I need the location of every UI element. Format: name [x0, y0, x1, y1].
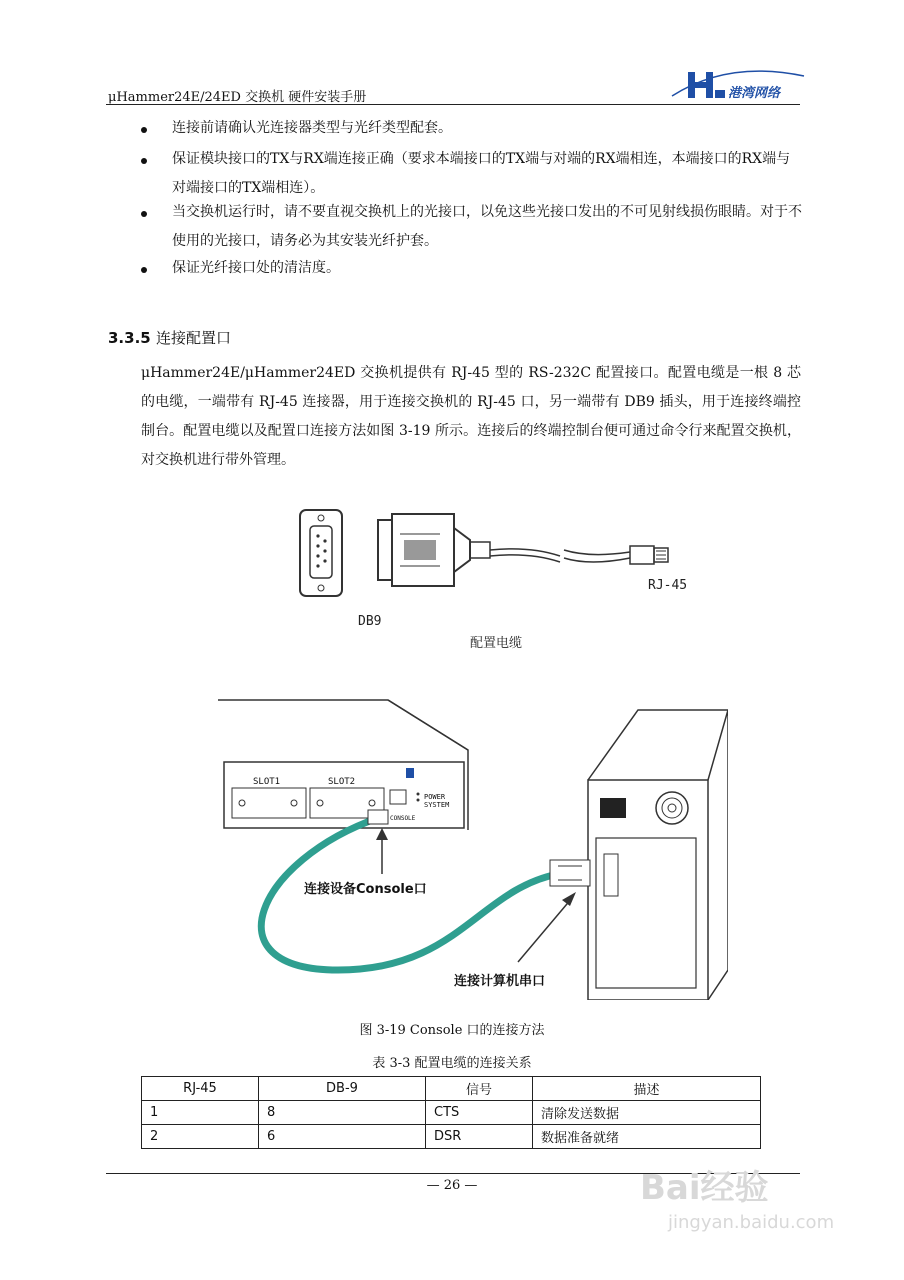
- label-slot1: SLOT1: [253, 777, 281, 787]
- column-header: DB-9: [259, 1077, 426, 1101]
- label-pc-serial: 连接计算机串口: [454, 974, 546, 989]
- label-system: SYSTEM: [424, 801, 450, 809]
- bullet-marker: [141, 211, 147, 217]
- watermark-brand: Bai经验: [640, 1168, 769, 1208]
- header-rule: [106, 104, 800, 105]
- bullet-item-1: 连接前请确认光连接器类型与光纤类型配套。: [172, 120, 452, 136]
- label-slot2: SLOT2: [328, 777, 356, 787]
- column-header: RJ-45: [142, 1077, 259, 1101]
- bullet-marker: [141, 267, 147, 273]
- label-db9: DB9: [358, 614, 382, 629]
- table-header-row: [142, 1077, 761, 1101]
- bullet-item-2: 保证模块接口的TX与RX端连接正确（要求本端接口的TX端与对端的RX端相连，本端接口的RX端与对端接口的TX端相连）。: [172, 151, 791, 196]
- watermark-url: jingyan.baidu.com: [668, 1212, 835, 1233]
- column-header: 描述: [533, 1077, 761, 1101]
- section-title: 连接配置口: [155, 329, 231, 347]
- label-rj45: RJ-45: [648, 578, 688, 593]
- cable-connection-table: [141, 1076, 761, 1149]
- label-console-port: CONSOLE: [390, 815, 416, 822]
- table-cell: CTS: [426, 1101, 533, 1125]
- table-row: [142, 1125, 761, 1149]
- table-cell: 2: [142, 1125, 259, 1149]
- connection-diagram: [218, 690, 728, 1000]
- label-power: POWER: [424, 793, 446, 801]
- section-paragraph: μHammer24E/μHammer24ED 交换机提供有 RJ-45 型的 RS-232C 配置接口。配置电缆是一根 8 芯的电缆，一端带有 RJ-45 连接器，用于连接交换机的 RJ-45 口，另一端带有 DB9 插头，用于连接终端控制台。配置电缆以及配置口连接方法如图 3-19 所示。连接后的终端控制台便可通过命令行来配置交换机，对交换机进行带外管理。: [141, 365, 801, 468]
- table-cell: DSR: [426, 1125, 533, 1149]
- bullet-marker: [141, 158, 147, 164]
- bullet-item-4: 保证光纤接口处的清洁度。: [172, 260, 340, 276]
- section-number: 3.3.5: [108, 329, 151, 347]
- table-cell: 数据准备就绪: [533, 1125, 761, 1149]
- page-number: — 26 —: [426, 1178, 478, 1193]
- figure-caption: 图 3-19 Console 口的连接方法: [359, 1023, 545, 1038]
- table-cell: 8: [259, 1101, 426, 1125]
- table-row: [142, 1101, 761, 1125]
- section-heading: [108, 327, 231, 348]
- header-title: μHammer24E/24ED 交换机 硬件安装手册: [108, 90, 367, 105]
- bullet-marker: [141, 127, 147, 133]
- label-device-console: 连接设备Console口: [304, 882, 427, 897]
- bullet-item-3: 当交换机运行时，请不要直视交换机上的光接口，以免这些光接口发出的不可见射线损伤眼睛。对于不使用的光接口，请务必为其安装光纤护套。: [172, 204, 802, 249]
- logo-text: 港湾网络: [728, 86, 781, 101]
- table-cell: 1: [142, 1101, 259, 1125]
- table-cell: 6: [259, 1125, 426, 1149]
- column-header: 信号: [426, 1077, 533, 1101]
- label-config-cable: 配置电缆: [470, 636, 523, 651]
- table-cell: 清除发送数据: [533, 1101, 761, 1125]
- table-caption: 表 3-3 配置电缆的连接关系: [372, 1056, 532, 1071]
